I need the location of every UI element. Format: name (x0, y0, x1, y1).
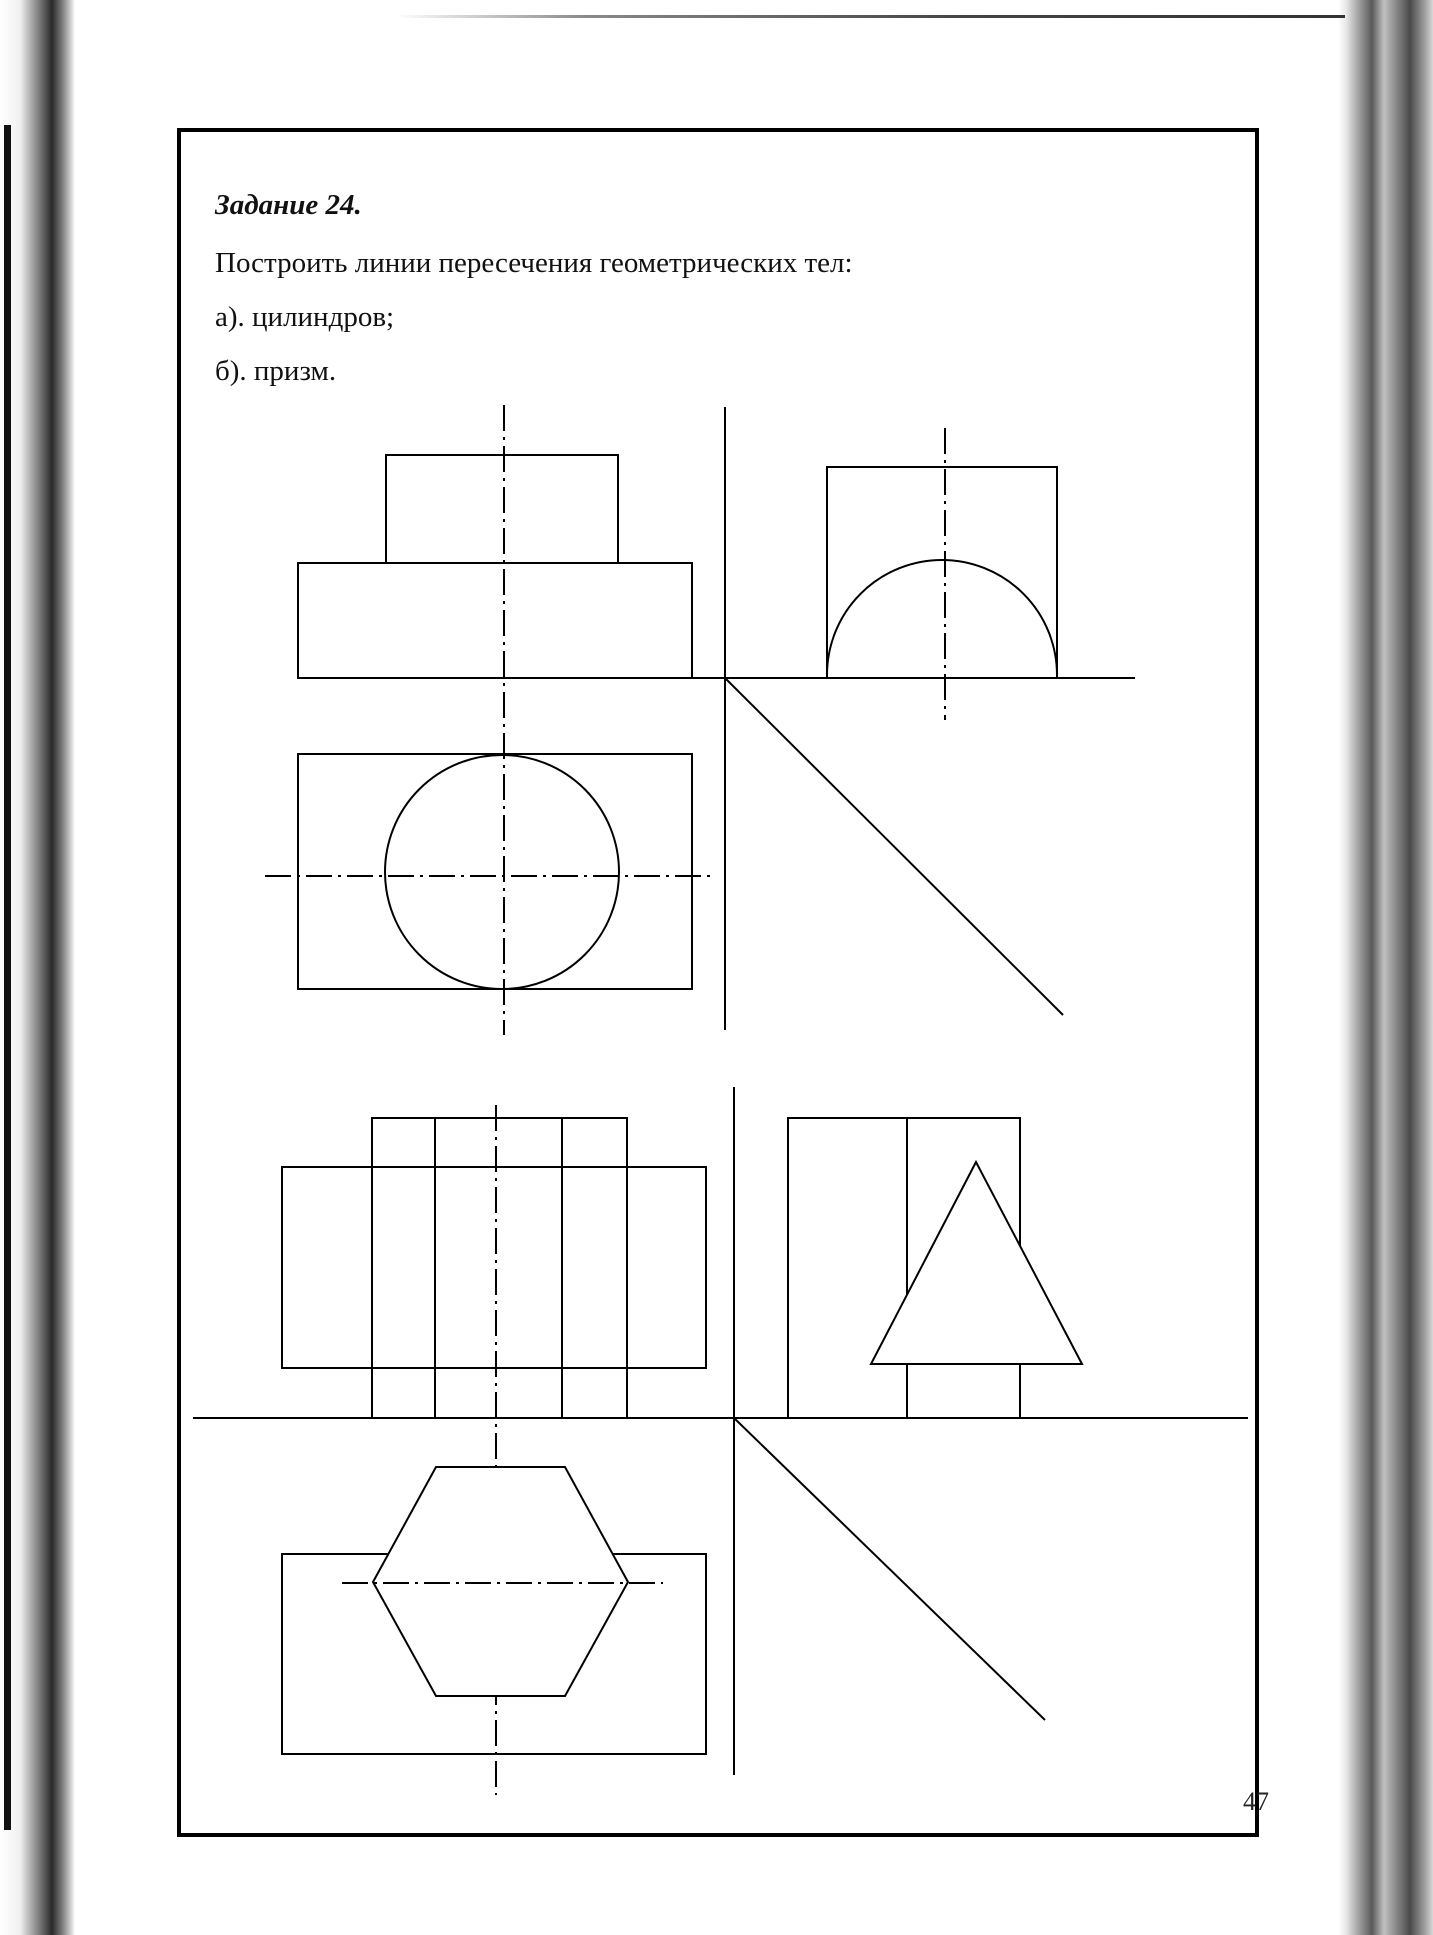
task-item-a: а). цилиндров; (215, 301, 395, 333)
constant-line-b (734, 1418, 1045, 1720)
front-lower-block (298, 563, 692, 678)
top-view-circle (385, 755, 619, 989)
task-title: Задание 24. (215, 189, 362, 221)
figure-prisms (193, 1087, 1248, 1795)
side-triangle (871, 1162, 1082, 1364)
side-semicircle (827, 560, 1057, 675)
front-tall-block (372, 1118, 627, 1418)
top-view-hexagon (373, 1467, 628, 1696)
page-number: 47 (1243, 1787, 1269, 1816)
task-item-b: б). призм. (215, 355, 337, 387)
task-instruction: Построить линии пересечения геометрических тел: (215, 247, 853, 279)
side-block (827, 467, 1057, 678)
top-view-block (298, 754, 692, 989)
front-upper-block (386, 455, 618, 563)
constant-line-a (725, 678, 1063, 1015)
front-wide-block (282, 1167, 706, 1368)
figure-cylinders (265, 405, 1135, 1035)
